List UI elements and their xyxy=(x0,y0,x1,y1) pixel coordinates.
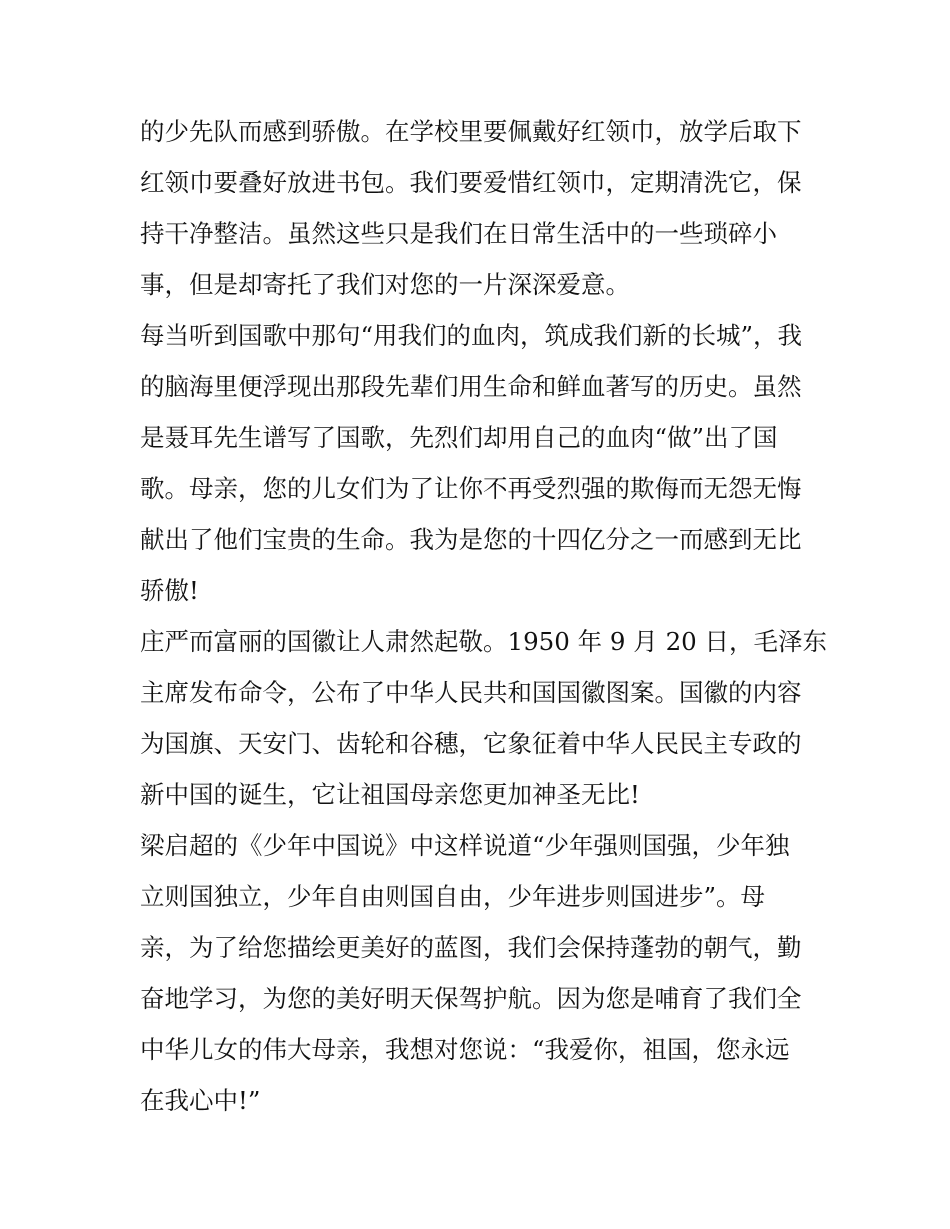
text-line: 的少先队而感到骄傲。在学校里要佩戴好红领巾，放学后取下 xyxy=(140,117,802,146)
paragraph-young-china xyxy=(140,820,820,1126)
text-line: 中华儿女的伟大母亲，我想对您说：“我爱你，祖国，您永远 xyxy=(140,1035,790,1064)
paragraph-national-emblem xyxy=(140,616,828,820)
text-line: 亲，为了给您描绘更美好的蓝图，我们会保持蓬勃的朝气，勤 xyxy=(140,933,802,962)
text-line: 骄傲! xyxy=(140,576,199,605)
document-body xyxy=(140,106,828,1126)
text-line: 红领巾要叠好放进书包。我们要爱惜红领巾，定期清洗它，保 xyxy=(140,168,802,197)
text-line: 每当听到国歌中那句“用我们的血肉，筑成我们新的长城”，我 xyxy=(140,321,803,350)
text-line: 奋地学习，为您的美好明天保驾护航。因为您是哺育了我们全 xyxy=(140,984,802,1013)
text-line: 梁启超的《少年中国说》中这样说道“少年强则国强，少年独 xyxy=(140,831,790,860)
text-line: 是聂耳先生谱写了国歌，先烈们却用自己的血肉“做”出了国 xyxy=(140,423,778,452)
text-line: 持干净整洁。虽然这些只是我们在日常生活中的一些琐碎小 xyxy=(140,219,777,248)
text-line: 立则国独立，少年自由则国自由，少年进步则国进步”。母 xyxy=(140,882,766,911)
text-line: 歌。母亲，您的儿女们为了让你不再受烈强的欺侮而无怨无悔 xyxy=(140,474,802,503)
text-line: 献出了他们宝贵的生命。我为是您的十四亿分之一而感到无比 xyxy=(140,525,802,554)
text-line: 事，但是却寄托了我们对您的一片深深爱意。 xyxy=(140,270,630,299)
paragraph-red-scarf xyxy=(140,106,820,310)
text-line: 为国旗、天安门、齿轮和谷穗，它象征着中华人民民主专政的 xyxy=(140,729,802,758)
paragraph-national-anthem xyxy=(140,310,820,616)
text-line: 主席发布命令，公布了中华人民共和国国徽图案。国徽的内容 xyxy=(140,678,802,707)
text-line: 的脑海里便浮现出那段先辈们用生命和鲜血著写的历史。虽然 xyxy=(140,372,802,401)
text-line: 庄严而富丽的国徽让人肃然起敬。1950 年 9 月 20 日，毛泽东 xyxy=(140,627,828,656)
text-line: 在我心中!” xyxy=(140,1086,261,1115)
text-line: 新中国的诞生，它让祖国母亲您更加神圣无比! xyxy=(140,780,640,809)
